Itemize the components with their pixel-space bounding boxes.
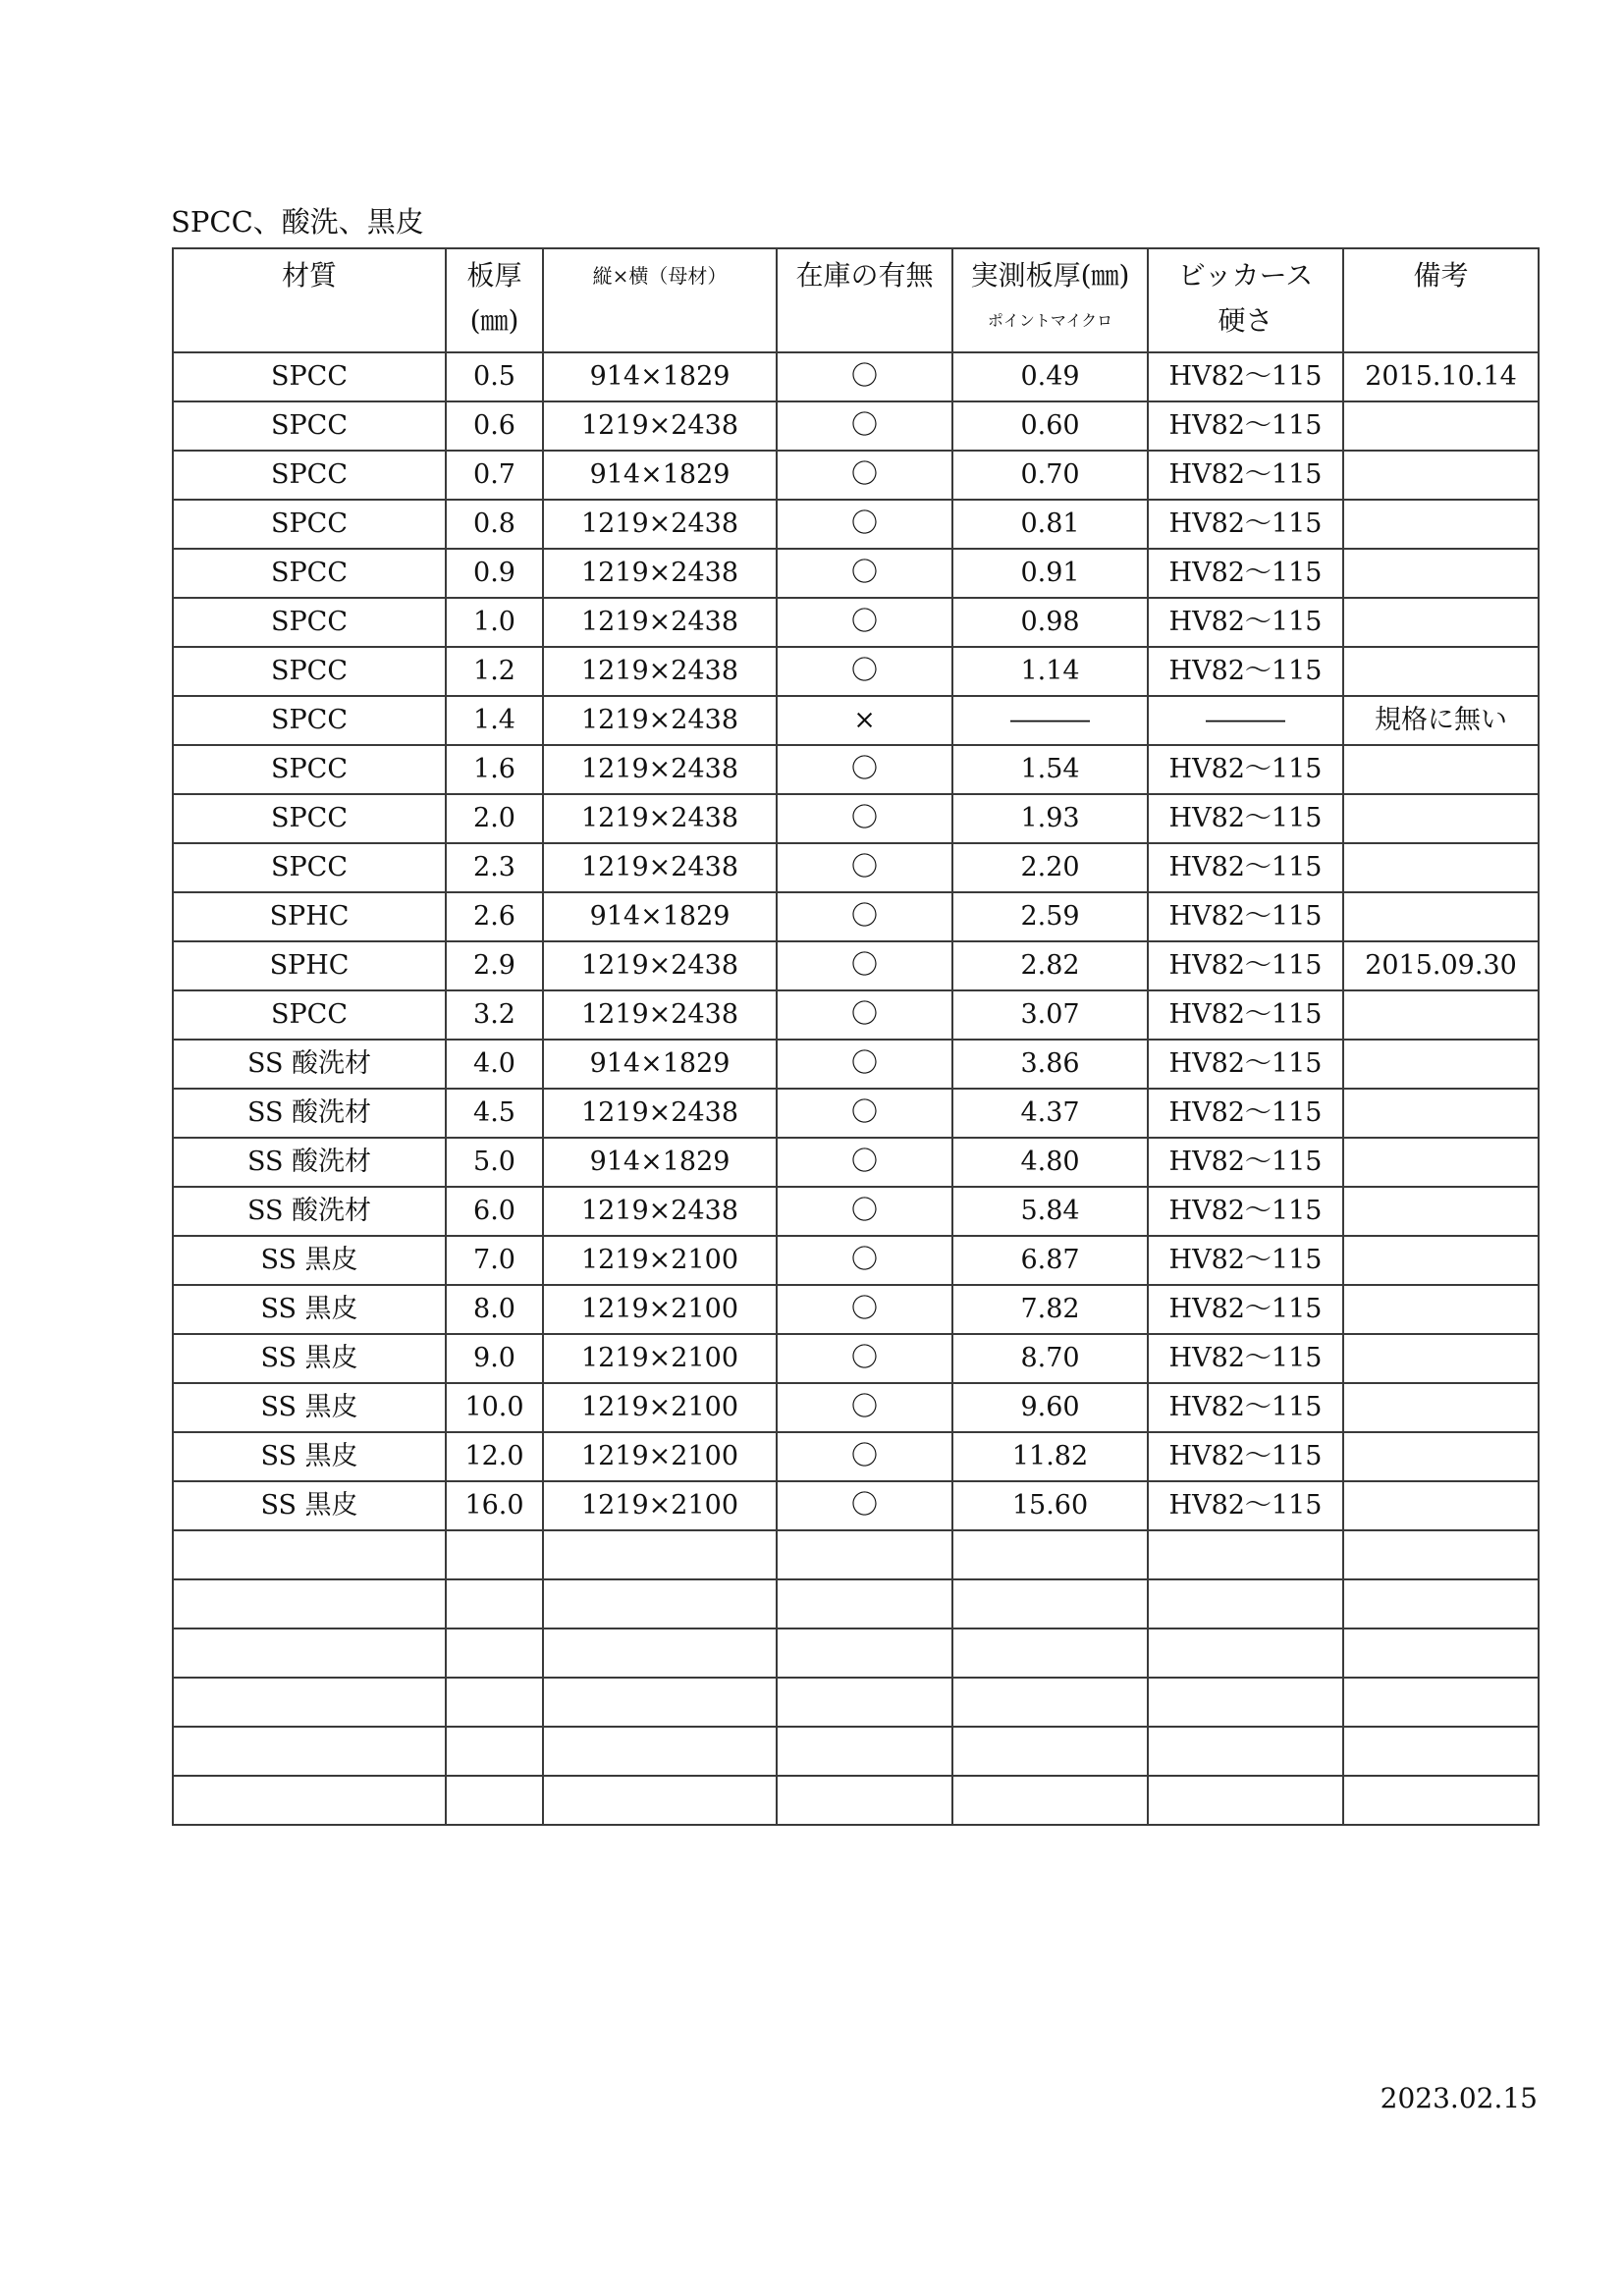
hardness-cell: HV82～115 xyxy=(1148,598,1343,647)
notes-cell xyxy=(1343,549,1539,598)
stock-cell xyxy=(777,1629,952,1678)
measured-cell: 0.98 xyxy=(952,598,1148,647)
stock-cell: 〇 xyxy=(777,1138,952,1187)
material-cell xyxy=(173,1727,446,1776)
notes-cell xyxy=(1343,794,1539,843)
measured-cell: 4.37 xyxy=(952,1089,1148,1138)
table-row xyxy=(173,451,1539,500)
size-cell: 914×1829 xyxy=(543,451,777,500)
hardness-cell xyxy=(1148,1579,1343,1629)
stock-cell: 〇 xyxy=(777,1040,952,1089)
measured-cell xyxy=(952,1727,1148,1776)
measured-cell xyxy=(952,1579,1148,1629)
hardness-cell: HV82～115 xyxy=(1148,990,1343,1040)
hardness-cell: HV82～115 xyxy=(1148,1236,1343,1285)
hardness-cell: HV82～115 xyxy=(1148,352,1343,401)
table-row xyxy=(173,352,1539,401)
size-cell: 1219×2438 xyxy=(543,647,777,696)
thickness-cell: 10.0 xyxy=(446,1383,543,1432)
thickness-cell: 0.5 xyxy=(446,352,543,401)
size-cell xyxy=(543,1629,777,1678)
measured-cell: 1.14 xyxy=(952,647,1148,696)
thickness-cell: 3.2 xyxy=(446,990,543,1040)
stock-cell: 〇 xyxy=(777,990,952,1040)
hardness-cell xyxy=(1148,1629,1343,1678)
table-row xyxy=(173,1187,1539,1236)
stock-cell: 〇 xyxy=(777,1089,952,1138)
stock-cell xyxy=(777,1530,952,1579)
size-cell: 1219×2438 xyxy=(543,696,777,745)
hardness-cell: HV82～115 xyxy=(1148,549,1343,598)
size-cell: 914×1829 xyxy=(543,1040,777,1089)
measured-cell xyxy=(952,1678,1148,1727)
header-notes xyxy=(1343,248,1539,352)
material-cell xyxy=(173,1530,446,1579)
size-cell: 1219×2438 xyxy=(543,745,777,794)
material-cell: SS 黒皮 xyxy=(173,1481,446,1530)
stock-cell xyxy=(777,1579,952,1629)
document-title: SPCC、酸洗、黒皮 xyxy=(171,205,424,239)
thickness-cell: 2.9 xyxy=(446,941,543,990)
size-cell xyxy=(543,1530,777,1579)
notes-cell xyxy=(1343,745,1539,794)
size-cell: 1219×2438 xyxy=(543,598,777,647)
table-row xyxy=(173,1089,1539,1138)
stock-cell: 〇 xyxy=(777,941,952,990)
material-cell: SPHC xyxy=(173,941,446,990)
stock-cell xyxy=(777,1727,952,1776)
notes-cell xyxy=(1343,1432,1539,1481)
material-cell: SS 酸洗材 xyxy=(173,1040,446,1089)
thickness-cell: 2.0 xyxy=(446,794,543,843)
measured-cell: 0.81 xyxy=(952,500,1148,549)
header-thickness-unit: (㎜) xyxy=(469,304,519,337)
notes-cell xyxy=(1343,1629,1539,1678)
hardness-cell: HV82～115 xyxy=(1148,745,1343,794)
table-row xyxy=(173,1040,1539,1089)
thickness-cell xyxy=(446,1678,543,1727)
notes-cell xyxy=(1343,1481,1539,1530)
notes-cell xyxy=(1343,1727,1539,1776)
table-row xyxy=(173,1579,1539,1629)
notes-cell xyxy=(1343,598,1539,647)
material-cell: SPCC xyxy=(173,598,446,647)
hardness-cell: HV82～115 xyxy=(1148,794,1343,843)
notes-cell xyxy=(1343,401,1539,451)
stock-cell: × xyxy=(777,696,952,745)
notes-cell xyxy=(1343,1138,1539,1187)
measured-cell: 15.60 xyxy=(952,1481,1148,1530)
material-cell: SPCC xyxy=(173,696,446,745)
table-row xyxy=(173,549,1539,598)
measured-cell: 2.82 xyxy=(952,941,1148,990)
hardness-cell: HV82～115 xyxy=(1148,1040,1343,1089)
hardness-cell: HV82～115 xyxy=(1148,941,1343,990)
table-row xyxy=(173,1383,1539,1432)
thickness-cell: 4.5 xyxy=(446,1089,543,1138)
size-cell: 1219×2438 xyxy=(543,1089,777,1138)
hardness-cell xyxy=(1148,1530,1343,1579)
header-stock-label: 在庫の有無 xyxy=(795,259,934,292)
thickness-cell xyxy=(446,1579,543,1629)
measured-cell: 3.07 xyxy=(952,990,1148,1040)
material-cell xyxy=(173,1678,446,1727)
material-cell: SPCC xyxy=(173,745,446,794)
notes-cell xyxy=(1343,1383,1539,1432)
thickness-cell: 0.6 xyxy=(446,401,543,451)
material-cell: SS 黒皮 xyxy=(173,1285,446,1334)
stock-cell: 〇 xyxy=(777,1432,952,1481)
size-cell: 1219×2100 xyxy=(543,1285,777,1334)
size-cell: 1219×2438 xyxy=(543,843,777,892)
measured-cell: 11.82 xyxy=(952,1432,1148,1481)
material-cell: SPCC xyxy=(173,352,446,401)
measured-cell: 0.60 xyxy=(952,401,1148,451)
material-cell: SPCC xyxy=(173,500,446,549)
thickness-cell xyxy=(446,1629,543,1678)
size-cell: 1219×2100 xyxy=(543,1383,777,1432)
thickness-cell xyxy=(446,1530,543,1579)
measured-cell: 0.70 xyxy=(952,451,1148,500)
hardness-cell: HV82～115 xyxy=(1148,843,1343,892)
header-material xyxy=(173,248,446,352)
notes-cell xyxy=(1343,1089,1539,1138)
stock-cell: 〇 xyxy=(777,1187,952,1236)
hardness-cell: HV82～115 xyxy=(1148,451,1343,500)
notes-cell xyxy=(1343,843,1539,892)
thickness-cell xyxy=(446,1776,543,1825)
table-row xyxy=(173,1629,1539,1678)
stock-cell: 〇 xyxy=(777,352,952,401)
hardness-cell: HV82～115 xyxy=(1148,892,1343,941)
size-cell: 1219×2438 xyxy=(543,401,777,451)
measured-cell: 6.87 xyxy=(952,1236,1148,1285)
thickness-cell: 7.0 xyxy=(446,1236,543,1285)
header-measured-label: 実測板厚(㎜) xyxy=(970,259,1130,292)
size-cell: 1219×2438 xyxy=(543,500,777,549)
table-body xyxy=(173,352,1539,1825)
notes-cell xyxy=(1343,500,1539,549)
stock-cell: 〇 xyxy=(777,647,952,696)
thickness-cell: 2.6 xyxy=(446,892,543,941)
measured-cell xyxy=(952,1776,1148,1825)
thickness-cell: 2.3 xyxy=(446,843,543,892)
header-hardness xyxy=(1148,248,1343,352)
measured-cell: 1.54 xyxy=(952,745,1148,794)
stock-cell: 〇 xyxy=(777,892,952,941)
size-cell xyxy=(543,1727,777,1776)
hardness-cell: HV82～115 xyxy=(1148,1138,1343,1187)
table-row xyxy=(173,1727,1539,1776)
hardness-cell: HV82～115 xyxy=(1148,1432,1343,1481)
material-cell: SPCC xyxy=(173,401,446,451)
thickness-cell: 0.8 xyxy=(446,500,543,549)
thickness-cell: 1.6 xyxy=(446,745,543,794)
hardness-cell: HV82～115 xyxy=(1148,401,1343,451)
header-thickness-label: 板厚 xyxy=(466,259,522,292)
table-row xyxy=(173,1678,1539,1727)
measured-cell: 1.93 xyxy=(952,794,1148,843)
size-cell: 914×1829 xyxy=(543,1138,777,1187)
notes-cell xyxy=(1343,451,1539,500)
table-row xyxy=(173,745,1539,794)
size-cell xyxy=(543,1579,777,1629)
header-measured xyxy=(952,248,1148,352)
stock-table xyxy=(172,247,1540,1826)
material-cell: SPCC xyxy=(173,990,446,1040)
size-cell: 1219×2100 xyxy=(543,1334,777,1383)
material-cell: SS 黒皮 xyxy=(173,1383,446,1432)
material-cell: SS 酸洗材 xyxy=(173,1089,446,1138)
measured-cell: 0.91 xyxy=(952,549,1148,598)
size-cell: 1219×2438 xyxy=(543,794,777,843)
notes-cell xyxy=(1343,1776,1539,1825)
material-cell: SS 黒皮 xyxy=(173,1432,446,1481)
table-row xyxy=(173,696,1539,745)
notes-cell xyxy=(1343,1530,1539,1579)
size-cell xyxy=(543,1678,777,1727)
stock-cell: 〇 xyxy=(777,500,952,549)
material-cell xyxy=(173,1776,446,1825)
hardness-cell xyxy=(1148,1727,1343,1776)
stock-cell: 〇 xyxy=(777,1334,952,1383)
stock-cell xyxy=(777,1776,952,1825)
measured-cell: 8.70 xyxy=(952,1334,1148,1383)
material-cell xyxy=(173,1579,446,1629)
table-row xyxy=(173,1776,1539,1825)
table-row xyxy=(173,598,1539,647)
measured-cell: 3.86 xyxy=(952,1040,1148,1089)
notes-cell xyxy=(1343,1334,1539,1383)
hardness-cell: ――― xyxy=(1148,696,1343,745)
hardness-cell: HV82～115 xyxy=(1148,1285,1343,1334)
table-row xyxy=(173,794,1539,843)
header-notes-label: 備考 xyxy=(1413,259,1469,292)
stock-cell: 〇 xyxy=(777,794,952,843)
header-hardness-label: ビッカース xyxy=(1177,259,1314,292)
size-cell xyxy=(543,1776,777,1825)
table-row xyxy=(173,1334,1539,1383)
table-row xyxy=(173,892,1539,941)
hardness-cell: HV82～115 xyxy=(1148,500,1343,549)
measured-cell: 9.60 xyxy=(952,1383,1148,1432)
measured-cell: 5.84 xyxy=(952,1187,1148,1236)
measured-cell: 4.80 xyxy=(952,1138,1148,1187)
size-cell: 914×1829 xyxy=(543,352,777,401)
material-cell: SPCC xyxy=(173,794,446,843)
table-row xyxy=(173,1285,1539,1334)
hardness-cell xyxy=(1148,1678,1343,1727)
document-date: 2023.02.15 xyxy=(1380,2082,1538,2114)
material-cell: SS 酸洗材 xyxy=(173,1138,446,1187)
header-hardness-sub: 硬さ xyxy=(1218,304,1273,337)
notes-cell xyxy=(1343,1678,1539,1727)
notes-cell: 規格に無い xyxy=(1343,696,1539,745)
material-cell: SPCC xyxy=(173,451,446,500)
notes-cell xyxy=(1343,1236,1539,1285)
table-header-row xyxy=(173,248,1539,352)
material-cell: SS 黒皮 xyxy=(173,1334,446,1383)
table-row xyxy=(173,990,1539,1040)
notes-cell xyxy=(1343,1187,1539,1236)
size-cell: 1219×2100 xyxy=(543,1432,777,1481)
notes-cell xyxy=(1343,1579,1539,1629)
material-cell xyxy=(173,1629,446,1678)
stock-cell: 〇 xyxy=(777,1383,952,1432)
table-row xyxy=(173,1481,1539,1530)
thickness-cell: 5.0 xyxy=(446,1138,543,1187)
stock-cell: 〇 xyxy=(777,549,952,598)
size-cell: 1219×2438 xyxy=(543,549,777,598)
thickness-cell: 1.4 xyxy=(446,696,543,745)
thickness-cell: 6.0 xyxy=(446,1187,543,1236)
thickness-cell: 0.9 xyxy=(446,549,543,598)
stock-cell: 〇 xyxy=(777,1236,952,1285)
material-cell: SPHC xyxy=(173,892,446,941)
material-cell: SS 黒皮 xyxy=(173,1236,446,1285)
size-cell: 1219×2438 xyxy=(543,1187,777,1236)
thickness-cell: 4.0 xyxy=(446,1040,543,1089)
notes-cell xyxy=(1343,647,1539,696)
size-cell: 1219×2438 xyxy=(543,990,777,1040)
stock-cell: 〇 xyxy=(777,745,952,794)
material-cell: SPCC xyxy=(173,843,446,892)
notes-cell xyxy=(1343,1040,1539,1089)
stock-cell xyxy=(777,1678,952,1727)
stock-cell: 〇 xyxy=(777,401,952,451)
table-row xyxy=(173,941,1539,990)
header-thickness xyxy=(446,248,543,352)
stock-cell: 〇 xyxy=(777,451,952,500)
thickness-cell: 8.0 xyxy=(446,1285,543,1334)
material-cell: SPCC xyxy=(173,549,446,598)
header-measured-method: ポイントマイクロ xyxy=(987,311,1113,330)
header-size xyxy=(543,248,777,352)
hardness-cell: HV82～115 xyxy=(1148,647,1343,696)
size-cell: 1219×2100 xyxy=(543,1481,777,1530)
measured-cell: 0.49 xyxy=(952,352,1148,401)
thickness-cell xyxy=(446,1727,543,1776)
table-row xyxy=(173,401,1539,451)
header-size-label: 縦×横（母材） xyxy=(592,264,728,288)
thickness-cell: 0.7 xyxy=(446,451,543,500)
header-material-label: 材質 xyxy=(281,259,337,292)
thickness-cell: 16.0 xyxy=(446,1481,543,1530)
material-cell: SS 酸洗材 xyxy=(173,1187,446,1236)
hardness-cell xyxy=(1148,1776,1343,1825)
measured-cell: 2.59 xyxy=(952,892,1148,941)
material-cell: SPCC xyxy=(173,647,446,696)
table-row xyxy=(173,647,1539,696)
size-cell: 1219×2438 xyxy=(543,941,777,990)
hardness-cell: HV82～115 xyxy=(1148,1089,1343,1138)
stock-cell: 〇 xyxy=(777,1481,952,1530)
table-row xyxy=(173,1530,1539,1579)
table-row xyxy=(173,1236,1539,1285)
thickness-cell: 12.0 xyxy=(446,1432,543,1481)
measured-cell: 2.20 xyxy=(952,843,1148,892)
hardness-cell: HV82～115 xyxy=(1148,1481,1343,1530)
notes-cell xyxy=(1343,990,1539,1040)
stock-cell: 〇 xyxy=(777,598,952,647)
size-cell: 914×1829 xyxy=(543,892,777,941)
measured-cell xyxy=(952,1530,1148,1579)
hardness-cell: HV82～115 xyxy=(1148,1334,1343,1383)
thickness-cell: 9.0 xyxy=(446,1334,543,1383)
notes-cell: 2015.09.30 xyxy=(1343,941,1539,990)
header-stock xyxy=(777,248,952,352)
notes-cell xyxy=(1343,892,1539,941)
table-row xyxy=(173,1432,1539,1481)
size-cell: 1219×2100 xyxy=(543,1236,777,1285)
hardness-cell: HV82～115 xyxy=(1148,1187,1343,1236)
notes-cell: 2015.10.14 xyxy=(1343,352,1539,401)
notes-cell xyxy=(1343,1285,1539,1334)
hardness-cell: HV82～115 xyxy=(1148,1383,1343,1432)
table-row xyxy=(173,1138,1539,1187)
measured-cell: 7.82 xyxy=(952,1285,1148,1334)
measured-cell: ――― xyxy=(952,696,1148,745)
stock-cell: 〇 xyxy=(777,1285,952,1334)
measured-cell xyxy=(952,1629,1148,1678)
thickness-cell: 1.2 xyxy=(446,647,543,696)
thickness-cell: 1.0 xyxy=(446,598,543,647)
table-row xyxy=(173,500,1539,549)
stock-cell: 〇 xyxy=(777,843,952,892)
table-row xyxy=(173,843,1539,892)
